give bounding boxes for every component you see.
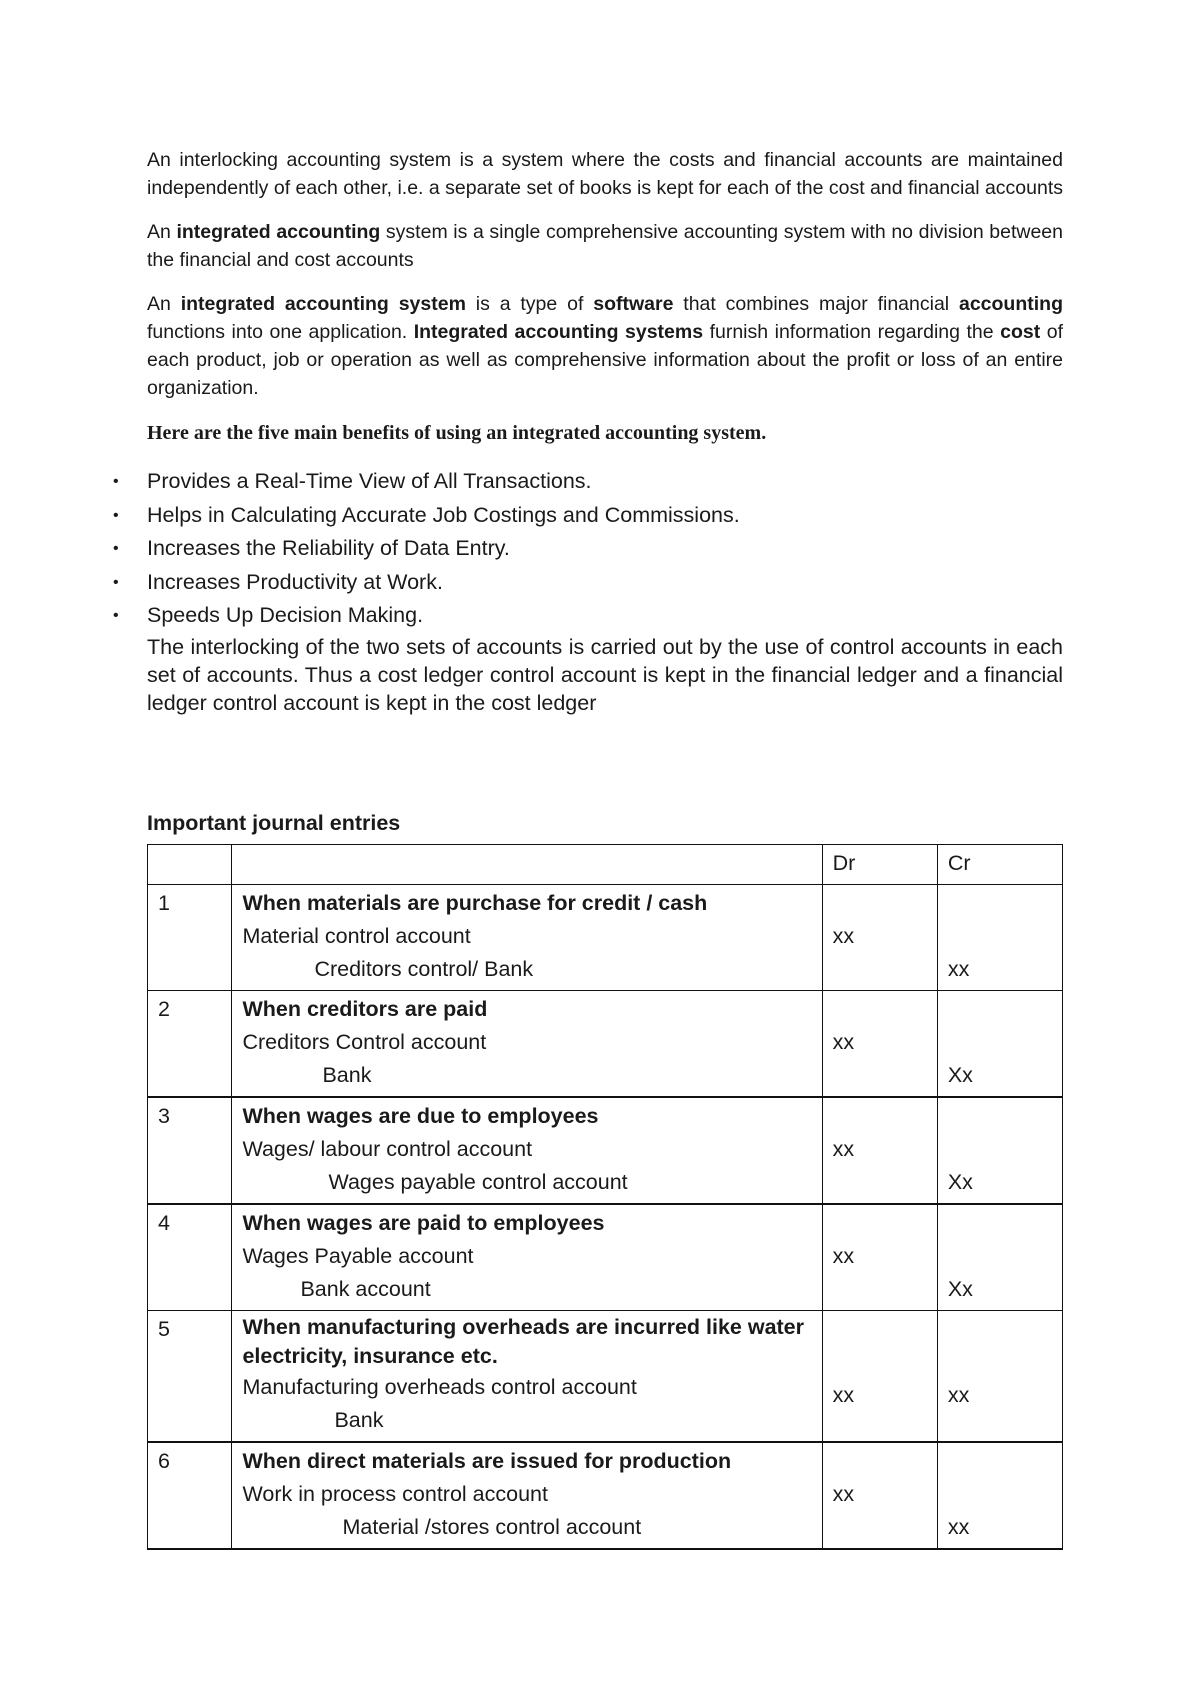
entry-desc: When manufacturing overheads are incurred like water electricity, insurance etc. Manufacturing overheads control account Bank — [232, 1310, 822, 1442]
entry-dr: xx — [822, 884, 937, 990]
header-desc — [232, 844, 822, 884]
journal-title: Important journal entries — [147, 810, 401, 835]
list-item: • Provides a Real-Time View of All Transactions. — [147, 465, 1063, 499]
entry-cr: Xx — [937, 990, 1062, 1097]
entry-dr: xx — [822, 1097, 937, 1204]
table-row — [148, 1442, 1063, 1549]
table-header-row — [148, 844, 1063, 884]
bullet-icon: • — [113, 573, 119, 591]
list-item: • Helps in Calculating Accurate Job Costings and Commissions. — [147, 499, 1063, 533]
entry-dr: xx — [822, 1442, 937, 1549]
table-row — [148, 990, 1063, 1097]
table-row — [148, 1097, 1063, 1204]
benefits-list — [113, 465, 1063, 633]
entry-cr: xx — [937, 1442, 1062, 1549]
entry-no: 3 — [148, 1097, 232, 1204]
interlocking-definition: An interlocking accounting system is a system where the costs and financial accounts are maintained independently of each other, i.e. a separate set of books is kept for each of the cost and financial accounts — [147, 149, 1064, 199]
entry-dr: xx — [822, 1310, 937, 1442]
entry-no: 1 — [148, 884, 232, 990]
entry-desc: When creditors are paid Creditors Control account Bank — [232, 990, 822, 1097]
header-cr: Cr — [937, 844, 1062, 884]
document-page — [113, 146, 1064, 1550]
table-row — [148, 1310, 1063, 1442]
list-item: • Increases the Reliability of Data Entry. — [147, 532, 1063, 566]
entry-cr: Xx — [937, 1097, 1062, 1204]
entry-dr: xx — [822, 1204, 937, 1311]
entry-desc: When materials are purchase for credit / cash Material control account Creditors control/ Bank — [232, 884, 822, 990]
entry-no: 4 — [148, 1204, 232, 1311]
entry-no: 5 — [148, 1310, 232, 1442]
entry-desc: When direct materials are issued for production Work in process control account Material /stores control account — [232, 1442, 822, 1549]
control-accounts-paragraph: The interlocking of the two sets of accounts is carried out by the use of control accounts in each set of accounts. Thus a cost ledger control account is kept in the financial ledger and a financial ledger control account is kept in the cost ledger — [147, 634, 1063, 715]
entry-no: 2 — [148, 990, 232, 1097]
integrated-software-description: An integrated accounting system is a type of software that combines major financial accounting functions into one application. Integrated accounting systems furnish information regarding the cost of each product, job or operation as well as comprehensive information about the profit or loss of an entire organization. — [147, 293, 1063, 399]
bullet-icon: • — [113, 506, 119, 524]
entry-dr: xx — [822, 990, 937, 1097]
list-item: • Speeds Up Decision Making. — [147, 599, 1063, 633]
journal-table — [147, 844, 1063, 1550]
header-dr: Dr — [822, 844, 937, 884]
integrated-definition: An integrated accounting system is a single comprehensive accounting system with no division between the financial and cost accounts — [147, 221, 1063, 271]
table-row — [148, 1204, 1063, 1311]
entry-cr: xx — [937, 1310, 1062, 1442]
entry-no: 6 — [148, 1442, 232, 1549]
entry-desc: When wages are due to employees Wages/ labour control account Wages payable control account — [232, 1097, 822, 1204]
bullet-icon: • — [113, 540, 119, 557]
entry-cr: Xx — [937, 1204, 1062, 1311]
bullet-icon: • — [113, 473, 119, 490]
list-item: • Increases Productivity at Work. — [147, 566, 1063, 600]
benefits-lead: Here are the five main benefits of using an integrated accounting system. — [147, 422, 767, 444]
table-row — [148, 884, 1063, 990]
header-no — [148, 844, 232, 884]
entry-cr: xx — [937, 884, 1062, 990]
entry-desc: When wages are paid to employees Wages Payable account Bank account — [232, 1204, 822, 1311]
bullet-icon: • — [113, 607, 119, 624]
